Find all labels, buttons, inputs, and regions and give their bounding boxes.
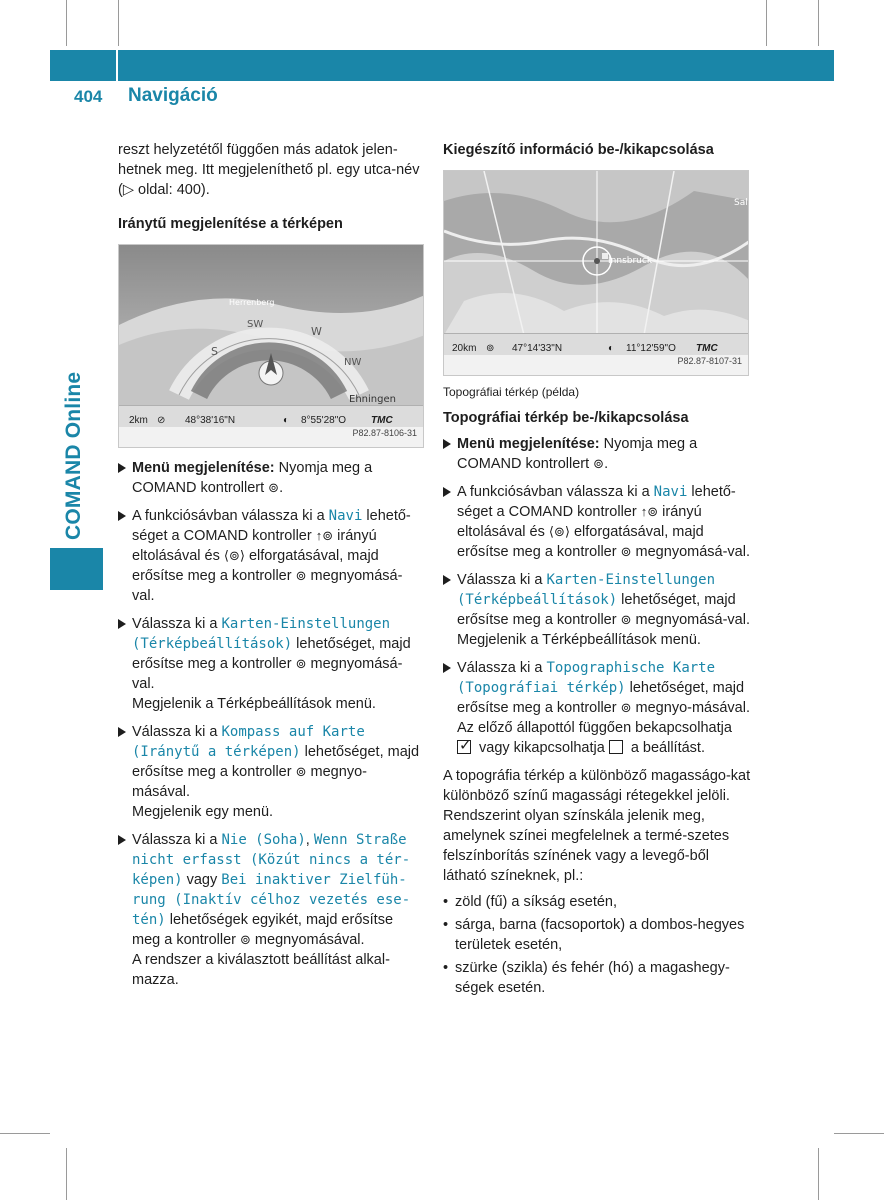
controller-icon: ⊚ — [268, 480, 280, 495]
controller-icon: ⊚ — [593, 456, 605, 471]
crop-mark — [66, 0, 67, 46]
arrow-icon — [118, 835, 126, 845]
menu-option: Nie (Soha) — [221, 832, 306, 848]
checkbox-unchecked-icon — [609, 740, 623, 754]
svg-text:Herrenberg: Herrenberg — [229, 298, 275, 307]
controller-icon: ⊚ — [620, 544, 632, 559]
compass-map-figure — [118, 244, 424, 448]
map-status-bar: 20km ⊚ 47°14'33"N ◐ 11°12'59"O TMC — [444, 333, 748, 355]
svg-text:Innsbruck: Innsbruck — [608, 256, 653, 266]
menu-option: Navi — [328, 508, 363, 524]
step-item: Válassza ki a Karten-Einstellungen (Térképbeállítások) lehetőséget, majd erősítse meg a kontroller ⊚ megnyomásá-val. Megjelenik a Térképbeállítások menü. — [118, 614, 424, 714]
list-item: • sárga, barna (facsoportok) a dombos-hegyes területek esetén, — [443, 915, 753, 955]
step-result: A rendszer a kiválasztott beállítást alkal-mazza. — [132, 952, 390, 988]
side-tab-block — [50, 548, 103, 590]
step-result: Megjelenik egy menü. — [132, 804, 274, 820]
crop-mark — [818, 1148, 819, 1200]
svg-text:NW: NW — [344, 357, 362, 368]
section-heading: Iránytű megjelenítése a térképen — [118, 216, 343, 232]
figure-caption: Topográfiai térkép (példa) — [443, 385, 580, 399]
list-item: • zöld (fű) a síkság esetén, — [443, 892, 753, 912]
step-item: Válassza ki a Kompass auf Karte (Iránytű a térképen) lehetőséget, majd erősítse meg a kontroller ⊚ megnyo-másával. Megjelenik egy menü. — [118, 722, 424, 822]
step-item: A funkciósávban válassza ki a Navi lehető-séget a COMAND kontroller ↑⊚ irányú eltolásával és ⟨⊚⟩ elforgatásával, majd erősítse meg a kontroller ⊚ megnyomásá-val. — [443, 482, 753, 562]
topo-map-figure — [443, 170, 749, 376]
step-item: Válassza ki a Nie (Soha), Wenn Straße nicht erfasst (Közút nincs a tér-képen) vagy Bei inaktiver Zielfüh-rung (Inaktív célhoz vezetés ese-tén) lehetőségek egyikét, majd erősítse meg a kontroller ⊚ megnyomásával. A rendszer a kiválasztott beállítást alkal-mazza. — [118, 830, 424, 990]
controller-icon: ⊚ — [295, 656, 307, 671]
figure-code: P82.87-8106-31 — [352, 428, 417, 438]
controller-slide-icon: ↑⊚ — [315, 528, 334, 543]
checkbox-checked-icon — [457, 740, 471, 754]
page-title: Navigáció — [118, 81, 834, 112]
compass-icon: ⊘ — [157, 415, 166, 426]
figure-code: P82.87-8107-31 — [677, 356, 742, 366]
step-item: Menü megjelenítése: Nyomja meg a COMAND kontrollert ⊚. — [443, 434, 753, 474]
controller-icon: ⊚ — [620, 700, 632, 715]
left-column — [118, 140, 424, 998]
step-result: Megjelenik a Térképbeállítások menü. — [132, 696, 376, 712]
controller-icon: ⊚ — [620, 612, 632, 627]
controller-rotate-icon: ⟨⊚⟩ — [548, 524, 570, 539]
controller-icon: ⊚ — [240, 932, 251, 947]
menu-option: Wenn Straße nicht erfasst (Közút nincs a tér-képen) — [132, 832, 411, 888]
subsection-heading: Topográfiai térkép be-/kikapcsolása — [443, 410, 689, 426]
crop-mark — [0, 1133, 50, 1134]
svg-text:SW: SW — [247, 319, 264, 330]
side-tab-label: COMAND Online — [62, 371, 85, 540]
controller-icon: ⊚ — [295, 764, 307, 779]
svg-text:Sal: Sal — [734, 198, 748, 208]
map-status-bar: 2km ⊘ 48°38'16"N ◐ 8°55'28"O TMC — [119, 405, 423, 427]
arrow-icon — [118, 511, 126, 521]
controller-icon: ⊚ — [295, 568, 307, 583]
menu-option: Navi — [653, 484, 688, 500]
svg-text:W: W — [311, 325, 322, 338]
arrow-icon — [443, 575, 451, 585]
controller-slide-icon: ↑⊚ — [640, 504, 659, 519]
intro-text: reszt helyzetétől függően más adatok jelen-hetnek meg. Itt megjeleníthető pl. egy utca-név (▷ oldal: 400). — [118, 142, 420, 198]
menu-option: Bei inaktiver Zielfüh-rung (Inaktív célhoz vezetés ese-tén) — [132, 872, 411, 928]
section-heading: Kiegészítő információ be-/kikapcsolása — [443, 142, 714, 158]
arrow-icon — [118, 619, 126, 629]
step-item: Válassza ki a Karten-Einstellungen (Térképbeállítások) lehetőséget, majd erősítse meg a kontroller ⊚ megnyomásá-val. Megjelenik a Térképbeállítások menü. — [443, 570, 753, 650]
crop-mark — [766, 0, 767, 46]
arrow-icon — [443, 663, 451, 673]
menu-option: Topographische Karte (Topográfiai térkép) — [457, 660, 716, 696]
svg-text:Ehningen: Ehningen — [349, 394, 396, 405]
step-item: Menü megjelenítése: Nyomja meg a COMAND kontrollert ⊚. — [118, 458, 424, 498]
right-column — [443, 140, 753, 1001]
crop-mark — [818, 0, 819, 46]
arrow-icon — [443, 439, 451, 449]
step-item: A funkciósávban válassza ki a Navi lehető-séget a COMAND kontroller ↑⊚ irányú eltolásával és ⟨⊚⟩ elforgatásával, majd erősítse meg a kontroller ⊚ megnyomásá-val. — [118, 506, 424, 606]
globe-icon: ◐ — [283, 415, 290, 426]
page-number: 404 — [50, 81, 116, 112]
body-text: A topográfia térkép a különböző magasságo-kat különböző színű magassági rétegekkel jelöli. Rendszerint olyan színskála jelenik meg, amelynek színei megfelelnek a termé-szetes felszínborítás színének vagy a levegő-ből látható színeknek, pl.: — [443, 768, 751, 884]
crop-mark — [118, 0, 119, 46]
list-item: • szürke (szikla) és fehér (hó) a magashegy-ségek esetén. — [443, 958, 753, 998]
menu-option: Kompass auf Karte (Iránytű a térképen) — [132, 724, 365, 760]
menu-option: Karten-Einstellungen (Térképbeállítások) — [132, 616, 391, 652]
controller-rotate-icon: ⟨⊚⟩ — [223, 548, 245, 563]
step-result: Megjelenik a Térképbeállítások menü. — [457, 632, 701, 648]
globe-icon: ◐ — [608, 343, 615, 354]
step-item: Válassza ki a Topographische Karte (Topográfiai térkép) lehetőséget, majd erősítse meg a kontroller ⊚ megnyo-másával. Az előző állapottól függően bekapcsolhatja ✓ vagy kikapcsolhatja a beállítást. — [443, 658, 753, 758]
arrow-icon — [118, 727, 126, 737]
position-icon: ⊚ — [486, 343, 495, 354]
svg-text:S: S — [211, 345, 218, 358]
crop-mark — [834, 1133, 884, 1134]
step-result: Az előző állapottól függően bekapcsolhatja ✓ vagy kikapcsolhatja a beállítást. — [457, 718, 753, 758]
arrow-icon — [118, 463, 126, 473]
menu-option: Karten-Einstellungen (Térképbeállítások) — [457, 572, 716, 608]
crop-mark — [66, 1148, 67, 1200]
arrow-icon — [443, 487, 451, 497]
